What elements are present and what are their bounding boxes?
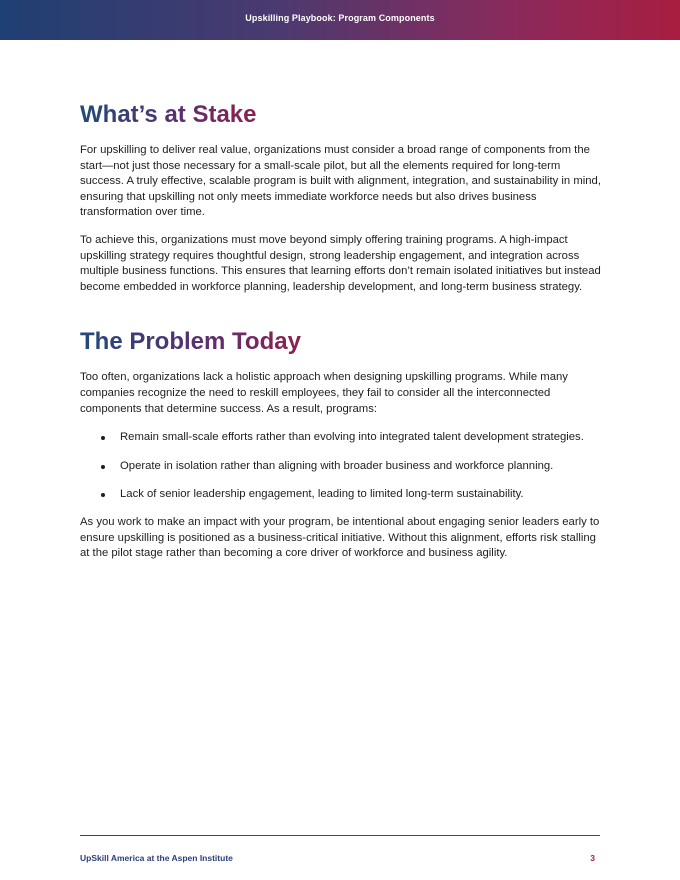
paragraph-problem-closing: As you work to make an impact with your program, be intentional about engaging senior leaders early to ensure upskilling is positioned as a business-critical initiative. Without this alignment, efforts risk stalling at the pilot stage rather than becoming a core driver of workforce and business agility. xyxy=(80,515,600,560)
page-number: 3 xyxy=(590,853,595,863)
running-header: Upskilling Playbook: Program Components xyxy=(245,13,435,23)
list-item xyxy=(80,459,604,475)
bullet-icon xyxy=(101,436,105,440)
paragraph-stake-1: For upskilling to deliver real value, organizations must consider a broad range of components from the start—not just those necessary for a small-scale pilot, but all the elements required for long-term success. A truly effective, scalable program is built with alignment, integration, and sustainability in mind, ensuring that upskilling not only meets immediate workforce needs but also drives business transformation over time. xyxy=(80,144,601,219)
footer-organization: UpSkill America at the Aspen Institute xyxy=(80,853,233,863)
main-content xyxy=(80,100,604,562)
heading-problem-today: The Problem Today xyxy=(80,328,301,356)
list-item xyxy=(80,430,604,446)
footer-divider xyxy=(80,835,600,836)
paragraph-problem-intro: Too often, organizations lack a holistic approach when designing upskilling programs. While many companies recognize the need to reskill employees, they fail to consider all the interconnected components that determine success. As a result, programs: xyxy=(80,371,568,415)
bullet-icon xyxy=(101,465,105,469)
heading-whats-at-stake: What’s at Stake xyxy=(80,101,257,128)
bullet-text: Operate in isolation rather than aligning with broader business and workforce planning. xyxy=(120,459,554,472)
paragraph-stake-2: To achieve this, organizations must move beyond simply offering training programs. A high-impact upskilling strategy requires thoughtful design, strong leadership engagement, and integration across multiple business functions. This ensures that learning efforts don’t remain isolated initiatives but instead become embedded in workforce planning, leadership development, and long-term business strategy. xyxy=(80,233,601,293)
list-item xyxy=(80,487,604,503)
bullet-icon xyxy=(101,493,105,497)
header-band xyxy=(0,0,680,40)
bullet-text: Lack of senior leadership engagement, leading to limited long-term sustainability. xyxy=(120,488,524,501)
bullet-text: Remain small-scale efforts rather than evolving into integrated talent development strategies. xyxy=(120,431,584,444)
problem-bullet-list xyxy=(80,430,604,503)
